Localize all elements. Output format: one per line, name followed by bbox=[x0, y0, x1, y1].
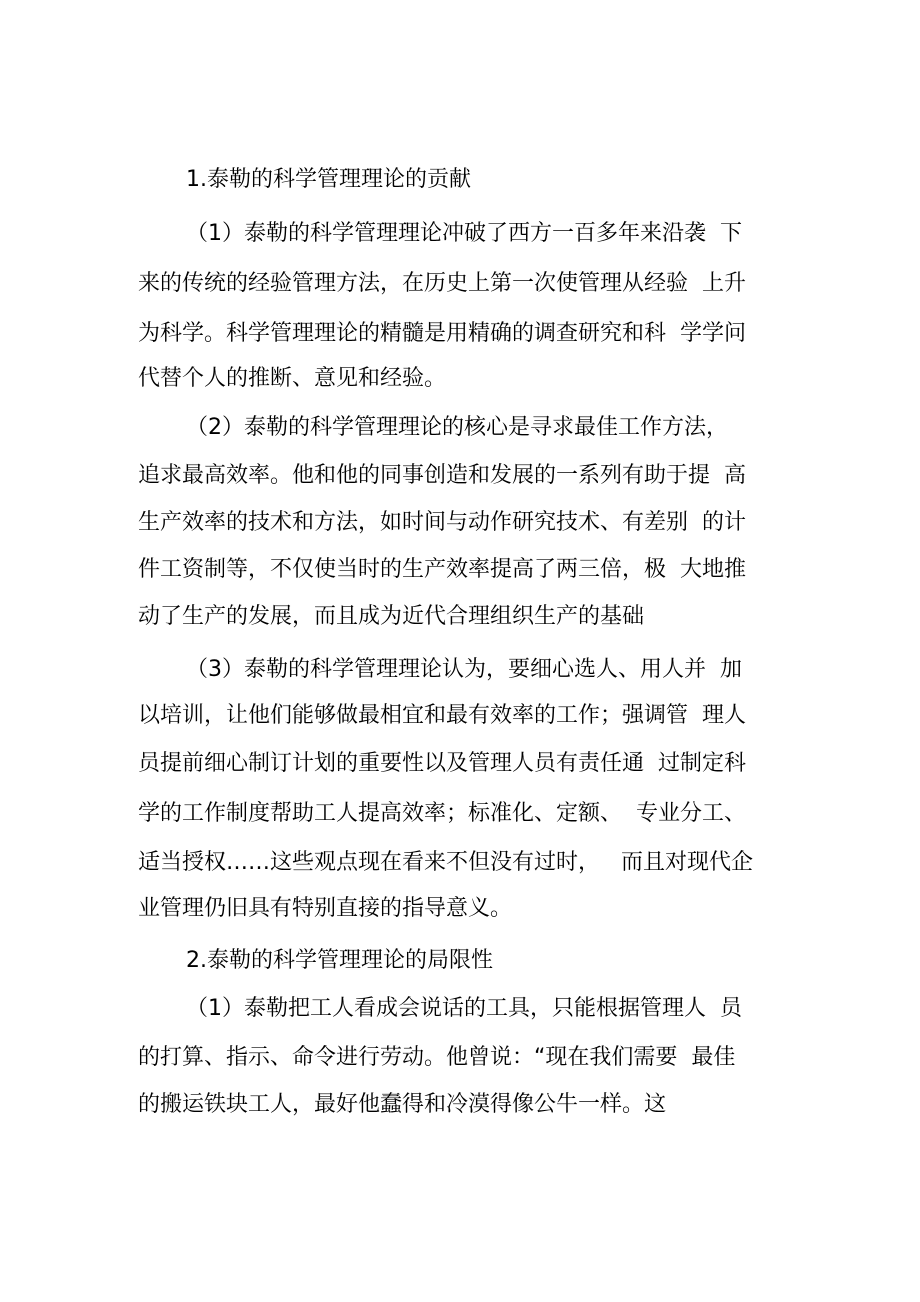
paragraph-line: 件工资制等，不仅使当时的生产效率提高了两三倍，极 大地推 bbox=[138, 557, 746, 582]
paragraph-line: （3）泰勒的科学管理理论认为，要细心选人、用人并 加 bbox=[186, 657, 742, 682]
paragraph-line: 以培训，让他们能够做最相宜和最有效率的工作；强调管 理人 bbox=[138, 703, 746, 728]
paragraph-line: （1）泰勒的科学管理理论冲破了西方一百多年来沿袭 下 bbox=[186, 221, 742, 246]
paragraph-line: 的打算、指示、命令进行劳动。他曾说：“现在我们需要 最佳 bbox=[138, 1045, 736, 1070]
paragraph-line: 来的传统的经验管理方法，在历史上第一次使管理从经验 上升 bbox=[138, 271, 746, 296]
paragraph-line: 业管理仍旧具有特别直接的指导意义。 bbox=[138, 896, 513, 921]
paragraph-line: （1）泰勒把工人看成会说话的工具，只能根据管理人 员 bbox=[186, 996, 742, 1021]
paragraph-line: 追求最高效率。他和他的同事创造和发展的一系列有助于提 高 bbox=[138, 463, 746, 488]
paragraph-line: 动了生产的发展，而且成为近代合理组织生产的基础 bbox=[138, 604, 645, 629]
paragraph-line: 的搬运铁块工人，最好他蠢得和冷漠得像公牛一样。这 bbox=[138, 1092, 667, 1117]
paragraph-line: （2）泰勒的科学管理理论的核心是寻求最佳工作方法， bbox=[186, 415, 728, 440]
paragraph-line: 员提前细心制订计划的重要性以及管理人员有责任通 过制定科 bbox=[138, 751, 746, 776]
paragraph-line: 生产效率的技术和方法，如时间与动作研究技术、有差别 的计 bbox=[138, 510, 746, 535]
paragraph-line: 学的工作制度帮助工人提高效率；标准化、定额、 专业分工、 bbox=[138, 801, 746, 826]
section-heading-1: 1.泰勒的科学管理理论的贡献 bbox=[186, 167, 471, 192]
paragraph-line: 代替个人的推断、意见和经验。 bbox=[138, 366, 447, 391]
section-heading-2: 2.泰勒的科学管理理论的局限性 bbox=[186, 948, 493, 973]
paragraph-line: 适当授权……这些观点现在看来不但没有过时， 而且对现代企 bbox=[138, 850, 753, 875]
paragraph-line: 为科学。科学管理理论的精髓是用精确的调查研究和科 学学问 bbox=[138, 321, 746, 346]
